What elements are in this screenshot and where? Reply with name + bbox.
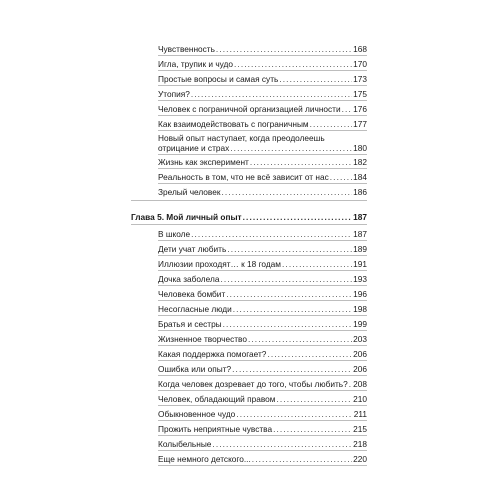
toc-entry-page: 218 [353, 439, 367, 449]
toc-entry-title: Обыкновенное чудо [158, 409, 236, 419]
toc-entry [158, 274, 367, 284]
toc-entry-page: 173 [353, 74, 367, 84]
toc-entry-page: 182 [353, 157, 367, 167]
toc-entry-title: Жизнь как эксперимент [158, 157, 249, 167]
row-divider [158, 420, 367, 421]
toc-entry-page: 206 [353, 364, 367, 374]
row-divider [158, 183, 367, 184]
section-divider [131, 200, 367, 201]
toc-entry [158, 334, 367, 344]
toc-entry-title: Дочка заболела [158, 274, 220, 284]
toc-entry [158, 104, 367, 114]
toc-entry-title: Колыбельные [158, 439, 212, 449]
toc-entry [158, 143, 367, 153]
row-divider [158, 285, 367, 286]
row-divider [158, 450, 367, 451]
toc-entry [158, 349, 367, 359]
row-divider [158, 70, 367, 71]
toc-entry-title: Игла, трупик и чудо [158, 59, 233, 69]
row-divider [158, 390, 367, 391]
chapter-page: 187 [353, 212, 367, 222]
toc-entry-page: 203 [353, 334, 367, 344]
dot-leader [233, 304, 352, 314]
toc-entry [158, 244, 367, 254]
dot-leader [342, 104, 353, 114]
dot-leader [191, 229, 352, 239]
toc-entry-title: Как взаимодействовать с пограничным [158, 119, 309, 129]
toc-entry-title: Иллюзии проходят… к 18 годам [158, 259, 282, 269]
dot-leader [223, 319, 353, 329]
dot-leader [230, 143, 352, 153]
row-divider [158, 115, 367, 116]
toc-entry-title: В школе [158, 229, 191, 239]
toc-entry [158, 439, 367, 449]
row-divider [158, 360, 367, 361]
row-divider [158, 55, 367, 56]
row-divider [158, 435, 367, 436]
toc-entry-page: 220 [353, 454, 367, 464]
toc-entry-title: Ошибка или опыт? [158, 364, 232, 374]
chapter-title: Глава 5. Мой личный опыт [131, 212, 242, 222]
toc-entry [158, 157, 367, 167]
toc-entry-page: 206 [353, 349, 367, 359]
row-divider [158, 168, 367, 169]
row-divider [158, 315, 367, 316]
row-divider [158, 154, 367, 155]
toc-entry [158, 379, 367, 389]
row-divider [158, 465, 367, 466]
dot-leader [248, 334, 352, 344]
toc-entry [158, 304, 367, 314]
toc-entry-page: 180 [353, 143, 367, 153]
toc-entry-title: Зрелый человек [158, 187, 221, 197]
toc-entry-page: 196 [353, 289, 367, 299]
row-divider [158, 405, 367, 406]
toc-entry-page: 189 [353, 244, 367, 254]
dot-leader [252, 454, 352, 464]
row-divider [158, 300, 367, 301]
toc-entry-page: 211 [353, 409, 367, 419]
section-divider [131, 224, 367, 225]
toc-entry-title: Дети учат любить [158, 244, 227, 254]
toc-entry [158, 454, 367, 464]
toc-entry-page: 198 [353, 304, 367, 314]
dot-leader [349, 379, 352, 389]
toc-entry-title: Еще немного детского... [158, 454, 251, 464]
toc-entry-page: 193 [353, 274, 367, 284]
toc-entry [158, 289, 367, 299]
toc-chapter-entry [131, 212, 367, 222]
toc-entry [158, 409, 367, 419]
toc-entry-title: Утопия? [158, 89, 190, 99]
toc-entry-page: 191 [353, 259, 367, 269]
row-divider [158, 330, 367, 331]
dot-leader [267, 349, 352, 359]
toc-entry-title: Какая поддержка помогает? [158, 349, 267, 359]
toc-entry [158, 59, 367, 69]
toc-entry [158, 319, 367, 329]
toc-entry-line1 [158, 133, 367, 143]
toc-entry [158, 119, 367, 129]
toc-entry-page: 208 [353, 379, 367, 389]
toc-entry-page: 215 [353, 424, 367, 434]
toc-entry [158, 74, 367, 84]
dot-leader [279, 74, 352, 84]
dot-leader [282, 259, 352, 269]
dot-leader [243, 212, 353, 222]
toc-entry-page: 168 [353, 44, 367, 54]
dot-leader [221, 187, 352, 197]
toc-entry [158, 229, 367, 239]
toc-entry-page: 186 [353, 187, 367, 197]
dot-leader [227, 244, 352, 254]
toc-entry-page: 184 [353, 172, 367, 182]
toc-entry [158, 424, 367, 434]
dot-leader [226, 289, 352, 299]
dot-leader [232, 364, 352, 374]
row-divider [158, 345, 367, 346]
dot-leader [216, 44, 352, 54]
dot-leader [234, 59, 352, 69]
dot-leader [212, 439, 352, 449]
toc-entry-page: 199 [353, 319, 367, 329]
toc-entry-title: Братья и сестры [158, 319, 222, 329]
toc-entry-title: Когда человек дозревает до того, чтобы любить? [158, 379, 348, 389]
toc-entry [158, 44, 367, 54]
row-divider [158, 85, 367, 86]
toc-entry-title: отрицание и страх [158, 143, 230, 153]
dot-leader [250, 157, 352, 167]
toc-entry-title: Несогласные люди [158, 304, 232, 314]
row-divider [158, 270, 367, 271]
toc-entry-page: 176 [353, 104, 367, 114]
toc-entry-title: Жизненное творчество [158, 334, 247, 344]
toc-entry-page: 177 [353, 119, 367, 129]
toc-entry-page: 170 [353, 59, 367, 69]
toc-entry [158, 187, 367, 197]
toc-entry [158, 364, 367, 374]
row-divider [158, 130, 367, 131]
toc-entry [158, 259, 367, 269]
toc-entry-title: Новый опыт наступает, когда преодолеешь [158, 133, 325, 143]
dot-leader [220, 274, 352, 284]
toc-entry-title: Чувственность [158, 44, 215, 54]
toc-entry-title: Реальность в том, что не всё зависит от нас [158, 172, 329, 182]
toc-entry-title: Простые вопросы и самая суть [158, 74, 279, 84]
toc-entry [158, 394, 367, 404]
toc-entry-title: Прожить неприятные чувства [158, 424, 273, 434]
row-divider [158, 255, 367, 256]
toc-entry-page: 175 [353, 89, 367, 99]
row-divider [158, 240, 367, 241]
toc-entry-title: Человек с пограничной организацией личности [158, 104, 341, 114]
toc-entry-title: Человек, обладающий правом [158, 394, 276, 404]
toc-entry-title: Человека бомбит [158, 289, 226, 299]
row-divider [158, 375, 367, 376]
dot-leader [276, 394, 352, 404]
toc-entry [158, 89, 367, 99]
dot-leader [310, 119, 353, 129]
toc-entry-page: 187 [353, 229, 367, 239]
toc-entry-page: 210 [353, 394, 367, 404]
dot-leader [330, 172, 352, 182]
dot-leader [273, 424, 352, 434]
dot-leader [191, 89, 352, 99]
row-divider [158, 100, 367, 101]
toc-entry [158, 172, 367, 182]
dot-leader [236, 409, 352, 419]
